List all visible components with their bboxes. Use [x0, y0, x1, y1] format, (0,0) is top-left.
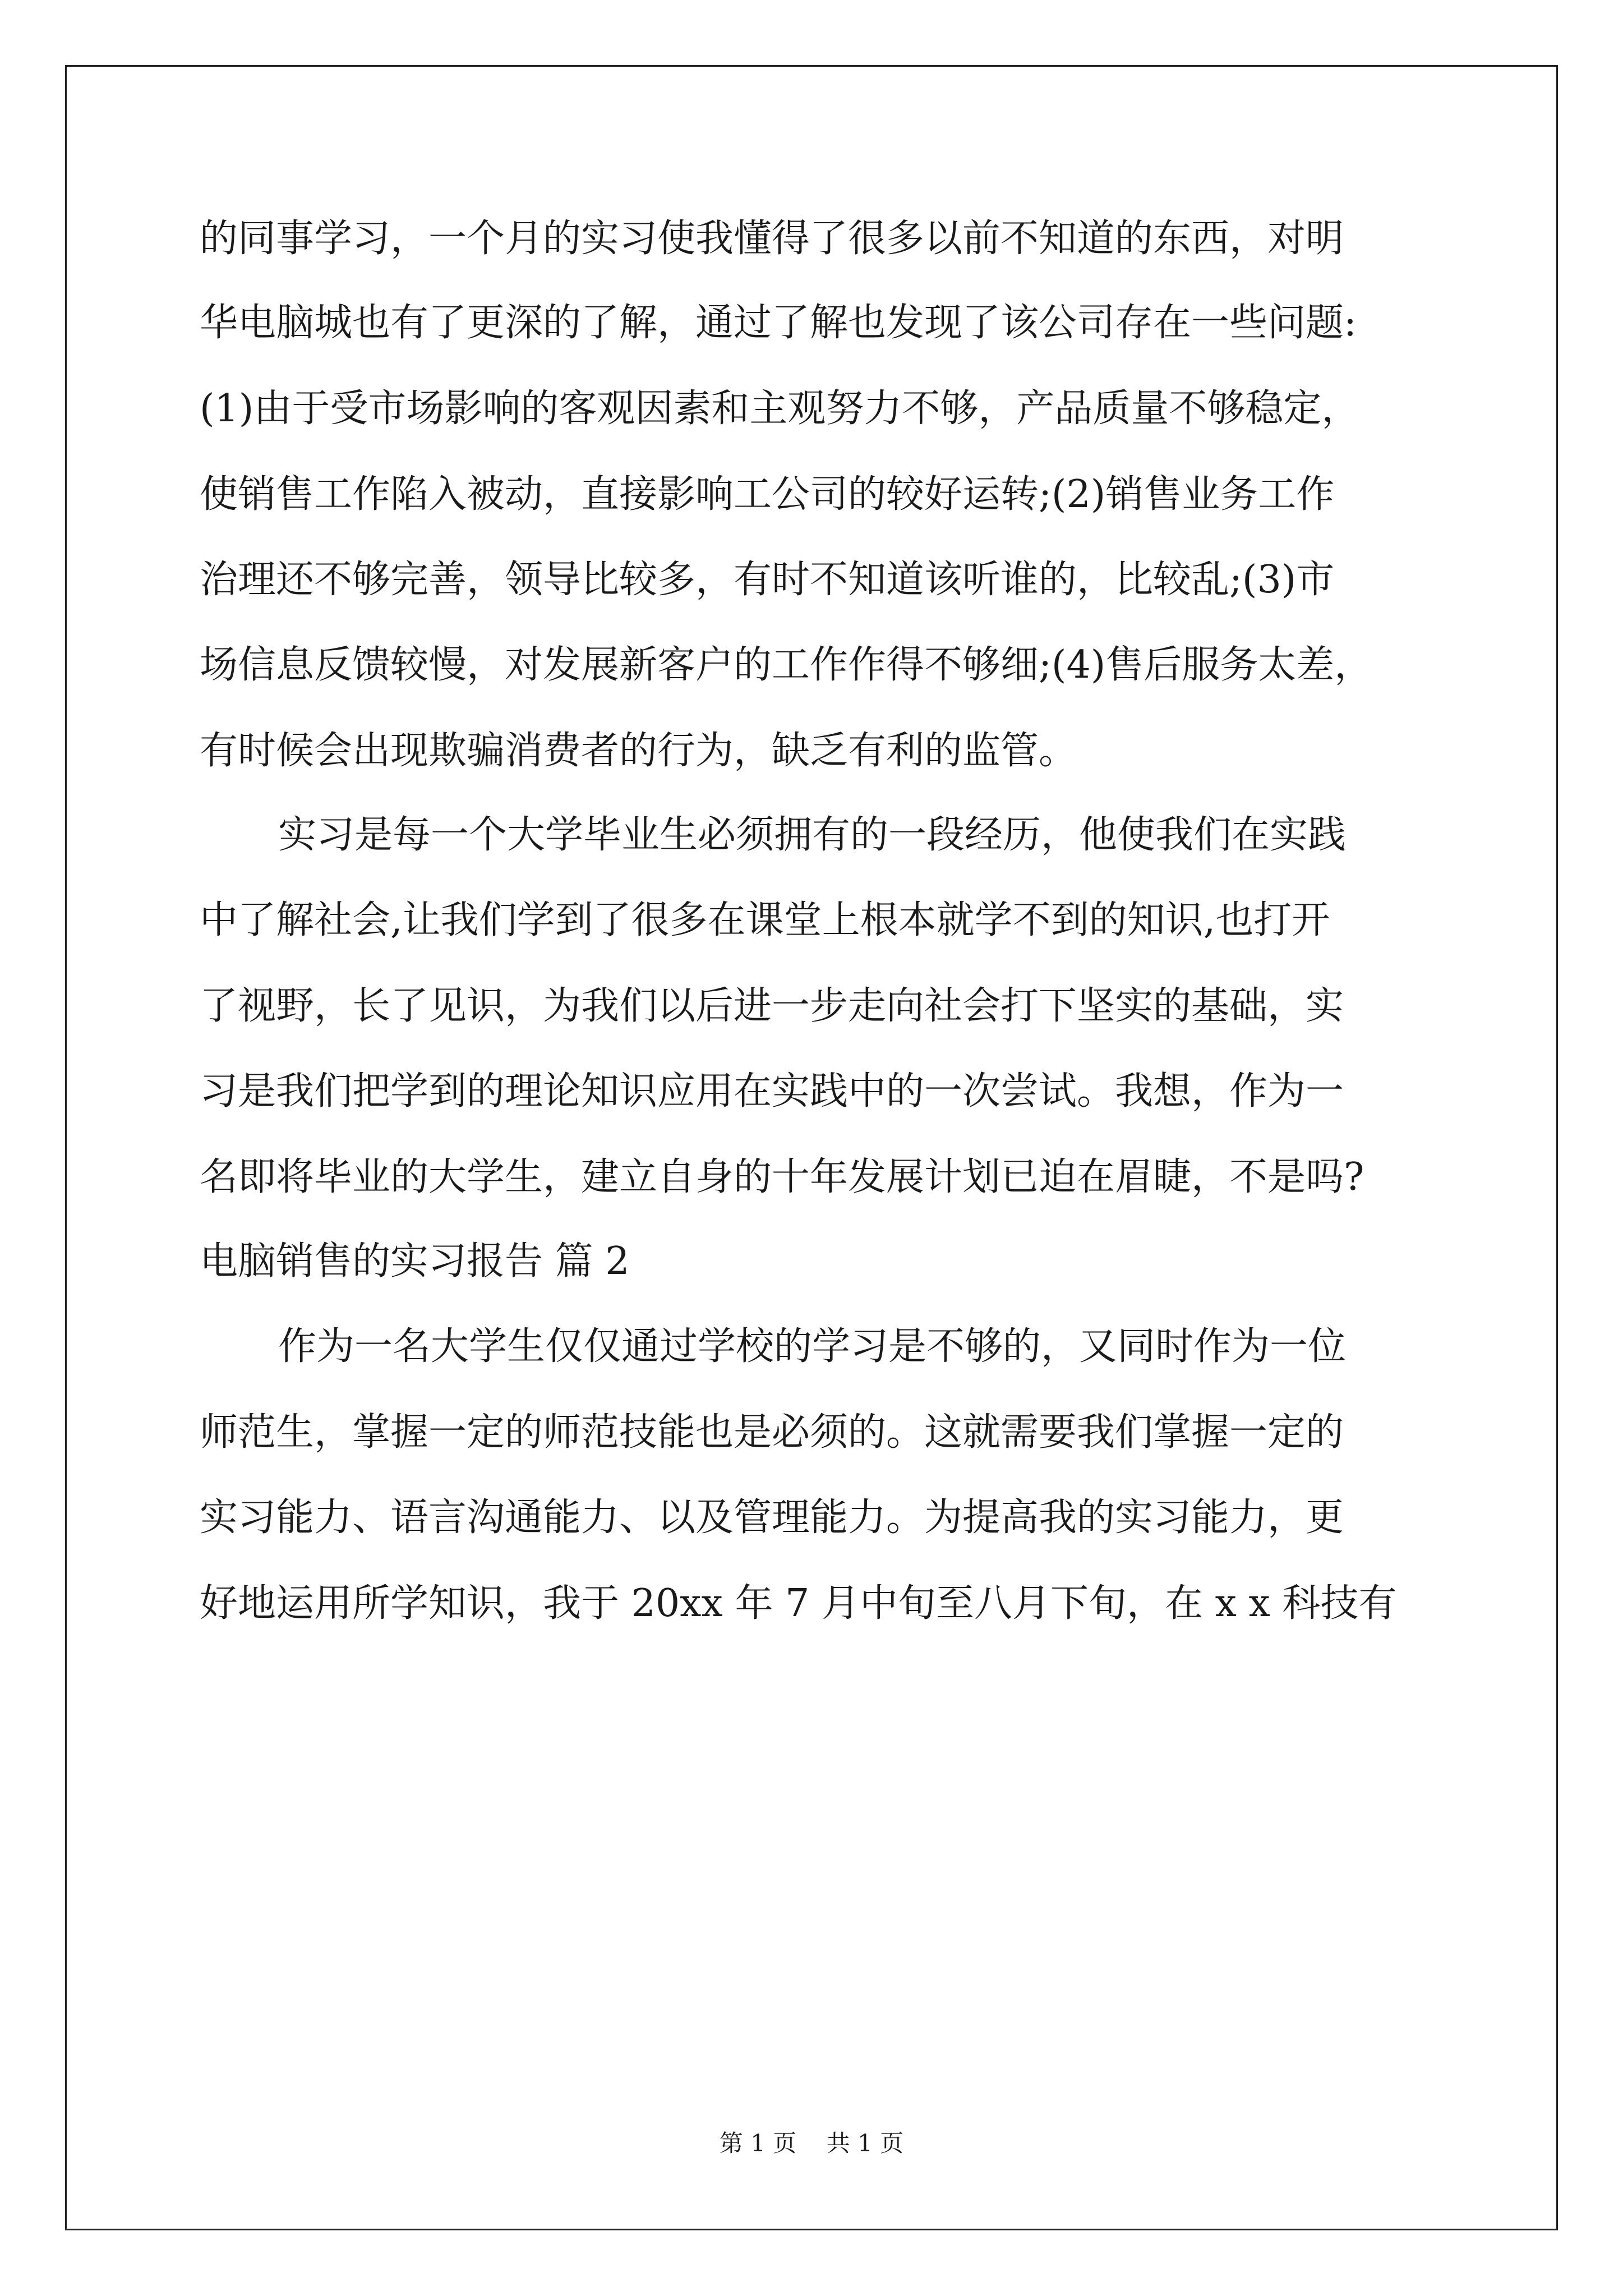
text-line: 的同事学习，一个月的实习使我懂得了很多以前不知道的东西，对明 — [200, 217, 1344, 261]
text-line: 师范生，掌握一定的师范技能也是必须的。这就需要我们掌握一定的 — [200, 1410, 1344, 1455]
text-line: 实习能力、语言沟通能力、以及管理能力。为提高我的实习能力，更 — [200, 1496, 1344, 1540]
text-line: (1)由于受市场影响的客观因素和主观努力不够，产品质量不够稳定， — [200, 386, 1360, 431]
text-line: 使销售工作陷入被动，直接影响工公司的较好运转;(2)销售业务工作 — [200, 472, 1335, 517]
text-line: 中了解社会,让我们学到了很多在课堂上根本就学不到的知识,也打开 — [200, 898, 1330, 942]
paragraph-first-line: 作为一名大学生仅仅通过学校的学习是不够的，又同时作为一位 — [278, 1324, 1347, 1369]
text-line: 好地运用所学知识，我于 20xx 年 7 月中旬至八月下旬，在 x x 科技有 — [200, 1581, 1397, 1626]
text-line: 了视野，长了见识，为我们以后进一步走向社会打下坚实的基础，实 — [200, 984, 1344, 1028]
text-line: 场信息反馈较慢，对发展新客户的工作作得不够细;(4)售后服务太差， — [200, 643, 1373, 687]
paragraph-first-line: 实习是每一个大学毕业生必须拥有的一段经历，他使我们在实践 — [278, 813, 1347, 857]
text-line: 有时候会出现欺骗消费者的行为，缺乏有利的监管。 — [200, 729, 1077, 773]
text-line: 华电脑城也有了更深的了解，通过了解也发现了该公司存在一些问题: — [200, 301, 1357, 345]
text-line: 习是我们把学到的理论知识应用在实践中的一次尝试。我想，作为一 — [200, 1069, 1344, 1114]
text-line: 名即将毕业的大学生，建立自身的十年发展计划已迫在眉睫，不是吗? — [200, 1155, 1364, 1199]
page-footer: 第 1 页 共 1 页 — [719, 2129, 904, 2157]
section-heading: 电脑销售的实习报告 篇 2 — [200, 1239, 630, 1283]
text-line: 治理还不够完善，领导比较多，有时不知道该听谁的，比较乱;(3)市 — [200, 558, 1335, 602]
